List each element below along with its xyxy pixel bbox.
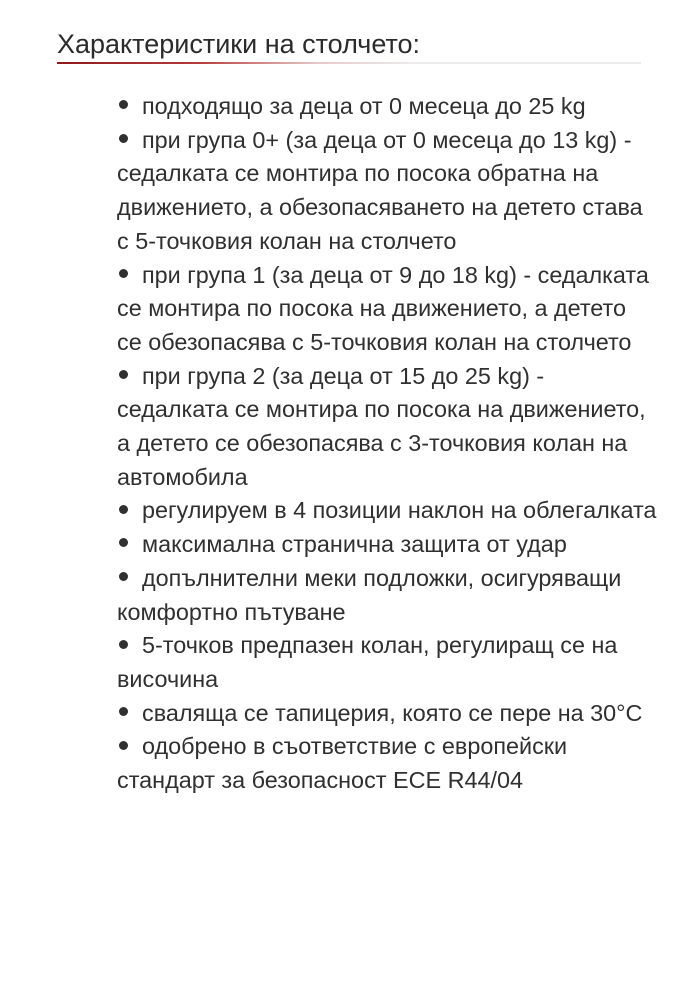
feature-text: при група 1 (за деца от 9 до 18 kg) - седалката се монтира по посока на движението, а детето се обезопасява с 5-точковия колан на столчето <box>117 261 649 355</box>
feature-item <box>117 124 657 259</box>
feature-item <box>117 360 657 495</box>
feature-item <box>117 259 657 360</box>
feature-item <box>117 629 657 696</box>
bullet-icon <box>119 134 128 143</box>
bullet-icon <box>119 640 128 649</box>
features-list <box>117 90 657 798</box>
feature-text: сваляща се тапицерия, която се пере на 30°C <box>142 699 643 726</box>
feature-item <box>117 697 657 731</box>
section-heading: Характеристики на столчето: <box>57 29 421 59</box>
bullet-icon <box>119 505 128 514</box>
feature-item <box>117 730 657 797</box>
bullet-icon <box>119 741 128 750</box>
feature-text: допълнителни меки подложки, осигуряващи комфортно пътуване <box>117 564 622 625</box>
feature-item <box>117 494 657 528</box>
bullet-icon <box>119 572 128 581</box>
heading-divider <box>57 62 641 64</box>
bullet-icon <box>119 370 128 379</box>
feature-text: подходящо за деца от 0 месеца до 25 kg <box>142 93 586 119</box>
feature-item <box>117 528 657 562</box>
feature-text: 5-точков предпазен колан, регулиращ се на височина <box>117 632 618 692</box>
bullet-icon <box>119 707 128 716</box>
bullet-icon <box>119 538 128 547</box>
feature-text: при група 0+ (за деца от 0 месеца до 13 kg) - седалката се монтира по посока обратна на движението, а обезопасяването на детето става с 5-точковия колан на столчето <box>117 126 643 254</box>
feature-text: при група 2 (за деца от 15 до 25 kg) - седалката се монтира по посока на движението, а детето се обезопасява с 3-точковия колан на автомобила <box>117 362 646 490</box>
feature-text: максимална странична защита от удар <box>142 531 567 558</box>
feature-text: регулируем в 4 позиции наклон на облегалката <box>142 497 657 524</box>
feature-item <box>117 90 657 124</box>
bullet-icon <box>119 269 128 278</box>
feature-item <box>117 562 657 629</box>
bullet-icon <box>119 100 128 109</box>
feature-text: одобрено в съответствие с европейски стандарт за безопасност ECE R44/04 <box>117 733 568 794</box>
